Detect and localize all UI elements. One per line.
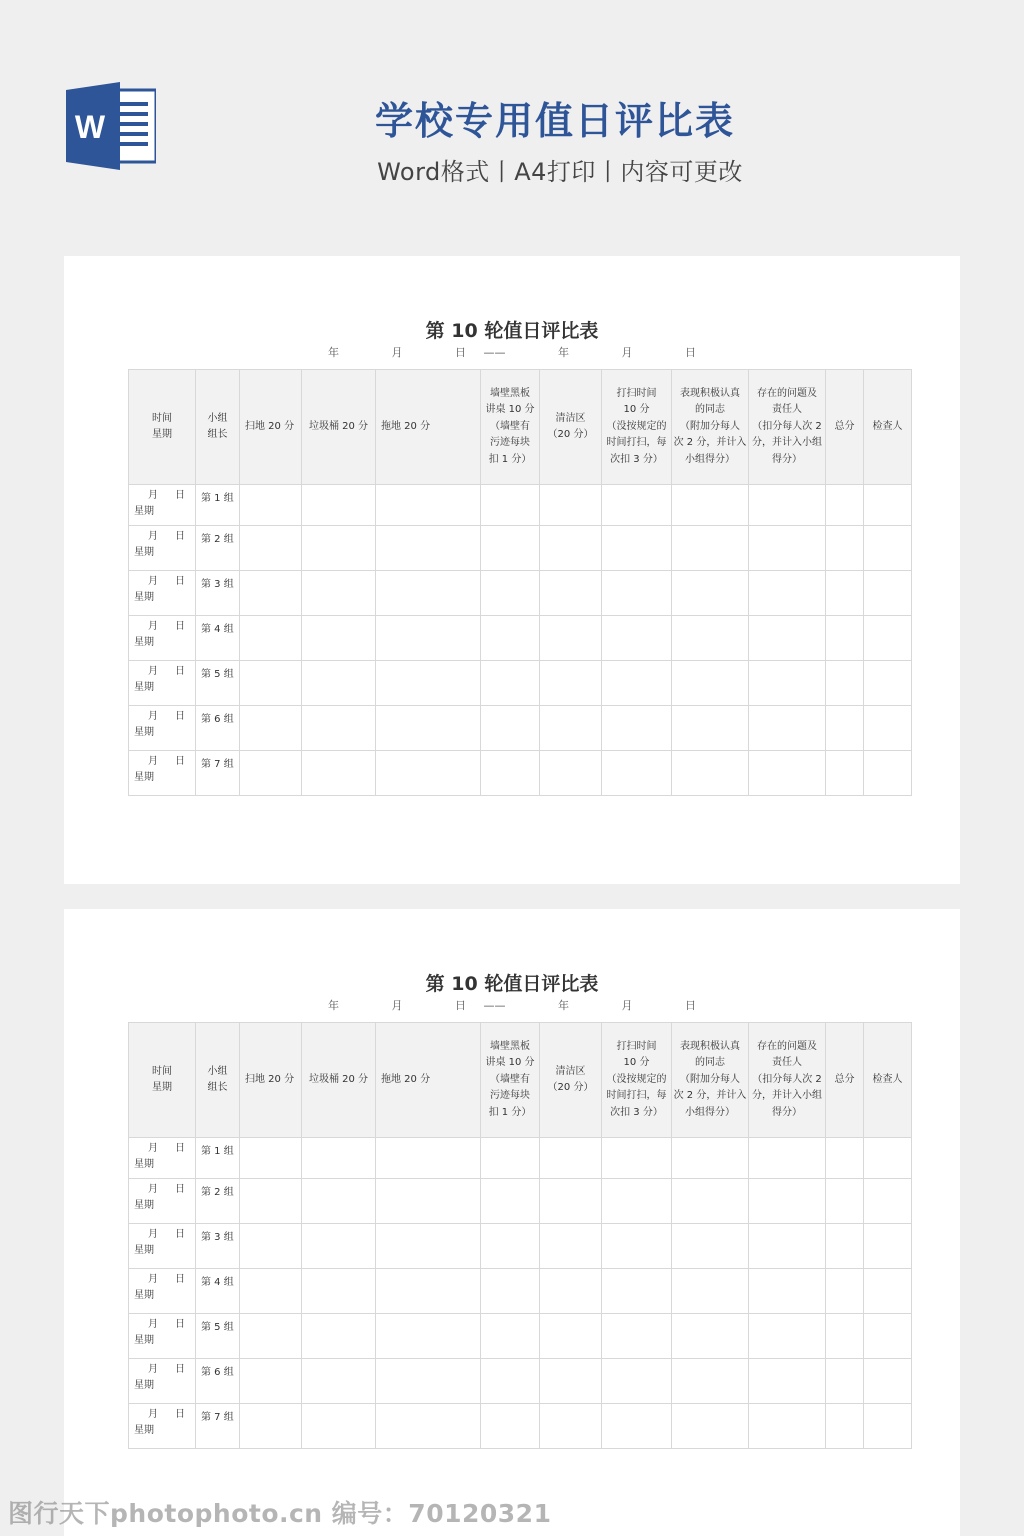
day-label: 日 (175, 1143, 185, 1154)
score-cell[interactable] (481, 571, 540, 616)
weekday-label: 星期 (134, 637, 154, 648)
score-cell[interactable] (749, 1314, 826, 1359)
column-header: 清洁区 （20 分） (540, 370, 602, 485)
score-cell[interactable] (672, 1404, 749, 1449)
score-cell[interactable] (376, 526, 481, 571)
score-cell[interactable] (240, 1269, 302, 1314)
score-cell[interactable] (376, 1314, 481, 1359)
score-cell[interactable] (826, 1359, 864, 1404)
month-label: 月 (148, 1319, 158, 1330)
score-cell[interactable] (864, 1138, 912, 1179)
score-cell[interactable] (826, 706, 864, 751)
score-cell[interactable] (302, 616, 376, 661)
score-cell[interactable] (864, 1269, 912, 1314)
day-label: 日 (175, 1364, 185, 1375)
date-cell[interactable] (129, 485, 196, 526)
score-cell[interactable] (302, 751, 376, 796)
score-cell[interactable] (749, 571, 826, 616)
group-cell: 第 3 组 (196, 1224, 240, 1269)
score-cell[interactable] (602, 1314, 672, 1359)
score-cell[interactable] (672, 1314, 749, 1359)
group-cell: 第 6 组 (196, 706, 240, 751)
score-cell[interactable] (376, 1404, 481, 1449)
score-cell[interactable] (302, 485, 376, 526)
date-cell[interactable] (129, 661, 196, 706)
table-row (129, 1269, 912, 1314)
score-cell[interactable] (481, 1179, 540, 1224)
score-cell[interactable] (826, 1404, 864, 1449)
score-cell[interactable] (672, 661, 749, 706)
score-cell[interactable] (302, 706, 376, 751)
score-cell[interactable] (540, 616, 602, 661)
day-label: 日 (175, 666, 185, 677)
weekday-label: 星期 (134, 772, 154, 783)
score-cell[interactable] (302, 526, 376, 571)
weekday-label: 星期 (134, 547, 154, 558)
weekday-label: 星期 (134, 1245, 154, 1256)
score-cell[interactable] (376, 1224, 481, 1269)
score-cell[interactable] (481, 526, 540, 571)
score-cell[interactable] (864, 706, 912, 751)
column-header: 小组 组长 (196, 1023, 240, 1138)
score-cell[interactable] (602, 1404, 672, 1449)
column-header: 垃圾桶 20 分 (302, 370, 376, 485)
column-header: 打扫时间 10 分 （没按规定的 时间打扫，每 次扣 3 分） (602, 370, 672, 485)
score-cell[interactable] (826, 661, 864, 706)
day-label: 日 (175, 1409, 185, 1420)
score-cell[interactable] (376, 485, 481, 526)
score-cell[interactable] (376, 1269, 481, 1314)
sheet-title: 第 10 轮值日评比表 (425, 320, 599, 342)
sheet-page-1 (64, 256, 960, 884)
score-cell[interactable] (864, 751, 912, 796)
date-range: 年 月 日 —— 年 月 日 (328, 999, 696, 1012)
weekday-label: 星期 (134, 1425, 154, 1436)
month-label: 月 (148, 1143, 158, 1154)
score-cell[interactable] (376, 661, 481, 706)
score-cell[interactable] (672, 1269, 749, 1314)
score-cell[interactable] (864, 1179, 912, 1224)
table-row (129, 485, 912, 526)
score-cell[interactable] (602, 661, 672, 706)
score-cell[interactable] (749, 1359, 826, 1404)
month-label: 月 (148, 1229, 158, 1240)
score-cell[interactable] (749, 661, 826, 706)
score-cell[interactable] (826, 571, 864, 616)
score-cell[interactable] (602, 1359, 672, 1404)
table-row (129, 1179, 912, 1224)
score-cell[interactable] (481, 1404, 540, 1449)
score-cell[interactable] (864, 661, 912, 706)
score-cell[interactable] (302, 1179, 376, 1224)
score-cell[interactable] (672, 571, 749, 616)
group-cell: 第 1 组 (196, 1138, 240, 1179)
score-cell[interactable] (376, 616, 481, 661)
date-cell[interactable] (129, 1269, 196, 1314)
weekday-label: 星期 (134, 506, 154, 517)
score-cell[interactable] (749, 706, 826, 751)
document-subtitle: Word格式丨A4打印丨内容可更改 (377, 158, 743, 186)
group-cell: 第 2 组 (196, 1179, 240, 1224)
month-label: 月 (148, 490, 158, 501)
date-cell[interactable] (129, 1404, 196, 1449)
score-cell[interactable] (240, 661, 302, 706)
score-cell[interactable] (481, 1224, 540, 1269)
score-cell[interactable] (540, 706, 602, 751)
group-cell: 第 7 组 (196, 751, 240, 796)
group-cell: 第 1 组 (196, 485, 240, 526)
score-cell[interactable] (540, 1359, 602, 1404)
column-header: 总分 (826, 370, 864, 485)
group-cell: 第 5 组 (196, 661, 240, 706)
table-row (129, 661, 912, 706)
score-cell[interactable] (602, 571, 672, 616)
score-cell[interactable] (240, 1404, 302, 1449)
table-row (129, 1314, 912, 1359)
score-cell[interactable] (864, 1224, 912, 1269)
column-header: 拖地 20 分 (376, 1023, 481, 1138)
weekday-label: 星期 (134, 1380, 154, 1391)
score-cell[interactable] (672, 706, 749, 751)
score-cell[interactable] (481, 1314, 540, 1359)
watermark: 图行天下photophoto.cn 编号：70120321 (8, 1499, 552, 1528)
column-header: 存在的问题及 责任人 （扣分每人次 2 分，并计入小组 得分） (749, 370, 826, 485)
score-cell[interactable] (864, 616, 912, 661)
group-cell: 第 2 组 (196, 526, 240, 571)
score-cell[interactable] (481, 706, 540, 751)
group-cell: 第 4 组 (196, 616, 240, 661)
column-header: 总分 (826, 1023, 864, 1138)
score-cell[interactable] (749, 1269, 826, 1314)
score-cell[interactable] (302, 1404, 376, 1449)
date-cell[interactable] (129, 1138, 196, 1179)
duty-table (128, 1022, 912, 1449)
table-row (129, 526, 912, 571)
score-cell[interactable] (540, 571, 602, 616)
month-label: 月 (148, 756, 158, 767)
column-header: 墙壁黑板 讲桌 10 分 （墙壁有 污迹每块 扣 1 分） (481, 1023, 540, 1138)
date-range: 年 月 日 —— 年 月 日 (328, 346, 696, 359)
score-cell[interactable] (826, 485, 864, 526)
weekday-label: 星期 (134, 592, 154, 603)
score-cell[interactable] (602, 706, 672, 751)
month-label: 月 (148, 1184, 158, 1195)
sheet-title: 第 10 轮值日评比表 (425, 973, 599, 995)
month-label: 月 (148, 1409, 158, 1420)
month-label: 月 (148, 576, 158, 587)
month-label: 月 (148, 1364, 158, 1375)
day-label: 日 (175, 1274, 185, 1285)
score-cell[interactable] (826, 1138, 864, 1179)
score-cell[interactable] (540, 485, 602, 526)
score-cell[interactable] (376, 1359, 481, 1404)
score-cell[interactable] (540, 661, 602, 706)
score-cell[interactable] (240, 1179, 302, 1224)
weekday-label: 星期 (134, 1290, 154, 1301)
score-cell[interactable] (602, 526, 672, 571)
score-cell[interactable] (826, 1314, 864, 1359)
group-cell: 第 6 组 (196, 1359, 240, 1404)
score-cell[interactable] (672, 616, 749, 661)
score-cell[interactable] (602, 1269, 672, 1314)
score-cell[interactable] (376, 1138, 481, 1179)
day-label: 日 (175, 711, 185, 722)
score-cell[interactable] (864, 1359, 912, 1404)
table-row (129, 571, 912, 616)
weekday-label: 星期 (134, 682, 154, 693)
score-cell[interactable] (864, 1314, 912, 1359)
date-cell[interactable] (129, 1224, 196, 1269)
table-row (129, 1404, 912, 1449)
column-header: 扫地 20 分 (240, 1023, 302, 1138)
score-cell[interactable] (602, 616, 672, 661)
group-cell: 第 5 组 (196, 1314, 240, 1359)
score-cell[interactable] (240, 571, 302, 616)
score-cell[interactable] (540, 1179, 602, 1224)
month-label: 月 (148, 531, 158, 542)
column-header: 表现积极认真 的同志 （附加分每人 次 2 分，并计入 小组得分） (672, 370, 749, 485)
date-cell[interactable] (129, 526, 196, 571)
score-cell[interactable] (602, 485, 672, 526)
score-cell[interactable] (602, 1224, 672, 1269)
score-cell[interactable] (749, 1224, 826, 1269)
date-cell[interactable] (129, 751, 196, 796)
score-cell[interactable] (481, 1359, 540, 1404)
score-cell[interactable] (240, 1314, 302, 1359)
sheet-page-2 (64, 909, 960, 1536)
column-header: 时间 星期 (129, 370, 196, 485)
month-label: 月 (148, 711, 158, 722)
score-cell[interactable] (864, 485, 912, 526)
score-cell[interactable] (302, 1269, 376, 1314)
score-cell[interactable] (540, 1314, 602, 1359)
day-label: 日 (175, 490, 185, 501)
day-label: 日 (175, 1229, 185, 1240)
day-label: 日 (175, 576, 185, 587)
score-cell[interactable] (376, 1179, 481, 1224)
table-row (129, 1138, 912, 1179)
score-cell[interactable] (672, 1359, 749, 1404)
score-cell[interactable] (672, 1224, 749, 1269)
column-header: 扫地 20 分 (240, 370, 302, 485)
score-cell[interactable] (376, 751, 481, 796)
column-header: 检查人 (864, 1023, 912, 1138)
score-cell[interactable] (302, 1359, 376, 1404)
score-cell[interactable] (672, 1138, 749, 1179)
score-cell[interactable] (540, 1269, 602, 1314)
score-cell[interactable] (826, 751, 864, 796)
score-cell[interactable] (540, 751, 602, 796)
score-cell[interactable] (864, 571, 912, 616)
table-row (129, 1224, 912, 1269)
score-cell[interactable] (749, 526, 826, 571)
score-cell[interactable] (540, 1404, 602, 1449)
score-cell[interactable] (240, 616, 302, 661)
document-title: 学校专用值日评比表 (374, 99, 735, 143)
table-row (129, 1359, 912, 1404)
weekday-label: 星期 (134, 1200, 154, 1211)
score-cell[interactable] (749, 1179, 826, 1224)
column-header: 清洁区 （20 分） (540, 1023, 602, 1138)
day-label: 日 (175, 1319, 185, 1330)
day-label: 日 (175, 621, 185, 632)
score-cell[interactable] (672, 751, 749, 796)
score-cell[interactable] (864, 1404, 912, 1449)
score-cell[interactable] (481, 1138, 540, 1179)
score-cell[interactable] (602, 751, 672, 796)
group-cell: 第 4 组 (196, 1269, 240, 1314)
score-cell[interactable] (749, 485, 826, 526)
score-cell[interactable] (240, 526, 302, 571)
score-cell[interactable] (302, 1314, 376, 1359)
score-cell[interactable] (826, 1269, 864, 1314)
group-cell: 第 7 组 (196, 1404, 240, 1449)
svg-text:W: W (74, 109, 106, 145)
score-cell[interactable] (302, 1138, 376, 1179)
date-cell[interactable] (129, 706, 196, 751)
score-cell[interactable] (240, 485, 302, 526)
column-header: 时间 星期 (129, 1023, 196, 1138)
score-cell[interactable] (376, 571, 481, 616)
score-cell[interactable] (481, 751, 540, 796)
score-cell[interactable] (302, 661, 376, 706)
score-cell[interactable] (826, 1224, 864, 1269)
month-label: 月 (148, 1274, 158, 1285)
table-row (129, 706, 912, 751)
score-cell[interactable] (672, 526, 749, 571)
score-cell[interactable] (376, 706, 481, 751)
score-cell[interactable] (240, 751, 302, 796)
score-cell[interactable] (481, 1269, 540, 1314)
date-cell[interactable] (129, 616, 196, 661)
score-cell[interactable] (240, 1138, 302, 1179)
weekday-label: 星期 (134, 1335, 154, 1346)
column-header: 垃圾桶 20 分 (302, 1023, 376, 1138)
score-cell[interactable] (826, 526, 864, 571)
score-cell[interactable] (826, 616, 864, 661)
duty-table (128, 369, 912, 796)
score-cell[interactable] (826, 1179, 864, 1224)
column-header: 小组 组长 (196, 370, 240, 485)
score-cell[interactable] (602, 1138, 672, 1179)
day-label: 日 (175, 531, 185, 542)
column-header: 检查人 (864, 370, 912, 485)
score-cell[interactable] (302, 571, 376, 616)
score-cell[interactable] (240, 1359, 302, 1404)
table-row (129, 751, 912, 796)
date-cell[interactable] (129, 571, 196, 616)
score-cell[interactable] (749, 616, 826, 661)
column-header: 存在的问题及 责任人 （扣分每人次 2 分，并计入小组 得分） (749, 1023, 826, 1138)
score-cell[interactable] (672, 485, 749, 526)
score-cell[interactable] (240, 706, 302, 751)
group-cell: 第 3 组 (196, 571, 240, 616)
day-label: 日 (175, 1184, 185, 1195)
date-cell[interactable] (129, 1179, 196, 1224)
score-cell[interactable] (540, 1138, 602, 1179)
score-cell[interactable] (749, 1404, 826, 1449)
score-cell[interactable] (749, 1138, 826, 1179)
column-header: 拖地 20 分 (376, 370, 481, 485)
weekday-label: 星期 (134, 727, 154, 738)
date-cell[interactable] (129, 1359, 196, 1404)
date-cell[interactable] (129, 1314, 196, 1359)
score-cell[interactable] (481, 616, 540, 661)
month-label: 月 (148, 666, 158, 677)
score-cell[interactable] (540, 1224, 602, 1269)
score-cell[interactable] (540, 526, 602, 571)
score-cell[interactable] (302, 1224, 376, 1269)
column-header: 表现积极认真 的同志 （附加分每人 次 2 分，并计入 小组得分） (672, 1023, 749, 1138)
column-header: 打扫时间 10 分 （没按规定的 时间打扫，每 次扣 3 分） (602, 1023, 672, 1138)
weekday-label: 星期 (134, 1159, 154, 1170)
month-label: 月 (148, 621, 158, 632)
table-row (129, 616, 912, 661)
score-cell[interactable] (481, 661, 540, 706)
score-cell[interactable] (602, 1179, 672, 1224)
score-cell[interactable] (864, 526, 912, 571)
day-label: 日 (175, 756, 185, 767)
score-cell[interactable] (481, 485, 540, 526)
score-cell[interactable] (749, 751, 826, 796)
score-cell[interactable] (240, 1224, 302, 1269)
score-cell[interactable] (672, 1179, 749, 1224)
column-header: 墙壁黑板 讲桌 10 分 （墙壁有 污迹每块 扣 1 分） (481, 370, 540, 485)
